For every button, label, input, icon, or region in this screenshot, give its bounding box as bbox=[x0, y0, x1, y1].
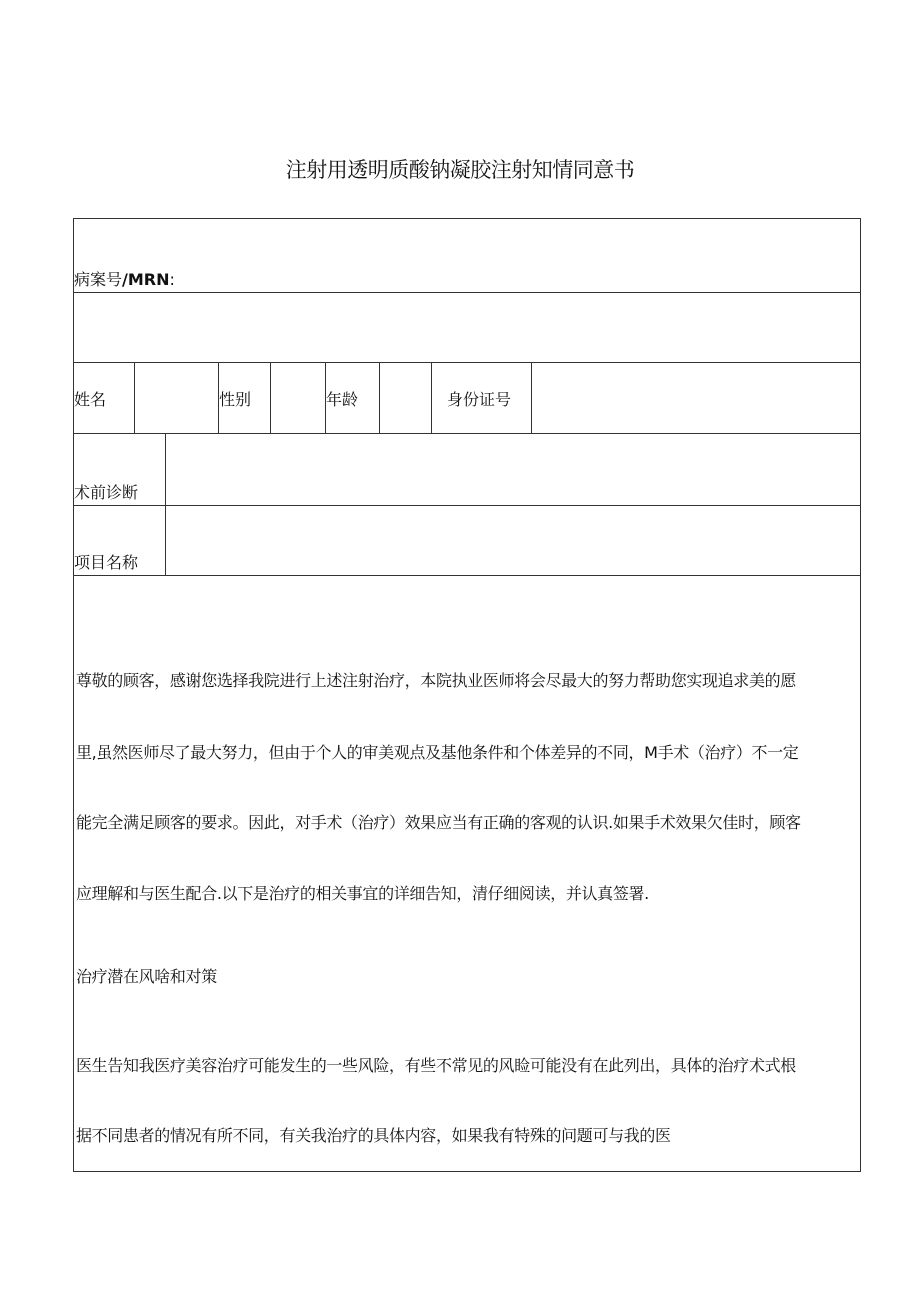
paragraph-line: 里,虽然医师尽了最大努力，但由于个人的审美观点及基他条件和个体差异的不同，M手术（治疗）不一定 bbox=[76, 743, 799, 762]
row-divider bbox=[74, 433, 860, 434]
project-name-label: 项目名称 bbox=[74, 553, 139, 572]
row-divider bbox=[74, 292, 860, 293]
row-divider bbox=[74, 575, 860, 576]
row-divider bbox=[74, 362, 860, 363]
paragraph-line: 尊敬的顾客，感谢您选择我院进行上述注射治疗，本院执业医师将会尽最大的努力帮助您实现追求美的愿 bbox=[76, 671, 796, 690]
gender-label: 性别 bbox=[219, 390, 252, 409]
gender-field[interactable] bbox=[271, 369, 324, 429]
paragraph-line: 能完全满足顾客的要求。因此，对手术（治疗）效果应当有正确的客观的认识.如果手术效果欠佳时，顾客 bbox=[76, 813, 801, 832]
row-divider bbox=[74, 505, 860, 506]
diagnosis-label: 术前诊断 bbox=[74, 483, 139, 502]
risk-line: 据不同患者的情况有所不同，有关我治疗的具体内容，如果我有特殊的问题可与我的医 bbox=[76, 1126, 671, 1145]
name-label: 姓名 bbox=[74, 390, 107, 409]
age-label: 年龄 bbox=[326, 390, 359, 409]
blank-input-row[interactable] bbox=[74, 299, 860, 355]
page-title: 注射用透明质酸钠凝胶注射知情同意书 bbox=[285, 158, 635, 182]
section-heading: 治疗潜在风啥和对策 bbox=[76, 967, 217, 986]
risk-line: 医生告知我医疗美容治疗可能发生的一些风险，有些不常见的风睑可能没有在此列出，具体的治疗术式根 bbox=[76, 1056, 796, 1075]
id-number-label: 身份证号 bbox=[447, 390, 512, 409]
id-number-field[interactable] bbox=[532, 369, 860, 429]
paragraph-line: 应理解和与医生配合.以下是治疗的相关事宜的详细告知，清仔细阅读，并认真签署. bbox=[76, 884, 649, 903]
project-name-field[interactable] bbox=[166, 510, 860, 572]
consent-form bbox=[73, 218, 861, 1172]
name-field[interactable] bbox=[135, 369, 217, 429]
diagnosis-field[interactable] bbox=[166, 439, 860, 501]
col-divider bbox=[431, 362, 432, 433]
age-field[interactable] bbox=[380, 369, 430, 429]
mrn-label: 病案号/MRN: bbox=[74, 270, 175, 289]
